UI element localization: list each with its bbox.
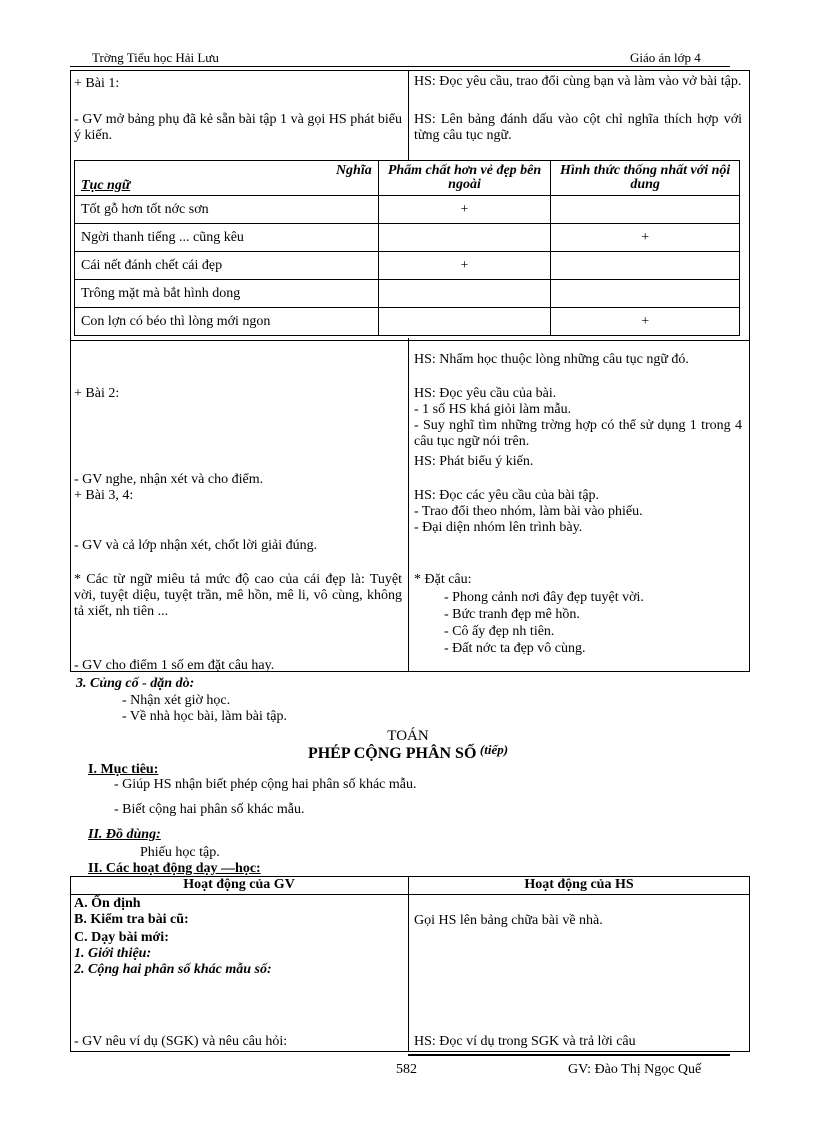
proverb-row xyxy=(75,280,740,308)
proverb-text: Tốt gỗ hơn tốt nớc sơn xyxy=(75,196,379,224)
proverb-table-corner xyxy=(75,161,379,196)
proverb-row xyxy=(75,224,740,252)
mark-form xyxy=(551,196,740,224)
col-gv-heading: Hoạt động của GV xyxy=(183,877,295,892)
materials-heading: II. Đồ dùng: xyxy=(88,827,161,842)
bai1-gv-instruction: - GV mở bảng phụ đã kẻ sẵn bài tập 1 và gọi HS phát biểu ý kiến. xyxy=(74,112,402,143)
proverb-row xyxy=(75,196,740,224)
footer-rule xyxy=(408,1054,730,1056)
table2-divider xyxy=(408,876,409,1052)
col-form: Hình thức thống nhất với nội dung xyxy=(551,161,740,196)
hs-present: - Đại diện nhóm lên trình bày. xyxy=(414,520,583,535)
step-b: B. Kiểm tra bài cũ: xyxy=(74,912,189,927)
sentence-item: - Phong cảnh nơi đây đẹp tuyệt vời. xyxy=(444,590,644,605)
table1-divider-bottom xyxy=(408,338,409,672)
mark-quality: + xyxy=(378,252,551,280)
sentence-item: - Bức tranh đẹp mê hồn. xyxy=(444,607,580,622)
sentence-item: - Cô ấy đẹp nh tiên. xyxy=(444,624,555,639)
wrapup-item: - Về nhà học bài, làm bài tập. xyxy=(122,709,287,724)
lesson-title xyxy=(0,742,816,763)
subject-title: TOÁN xyxy=(387,728,429,744)
bai1-hs-mark: HS: Lên bảng đánh dấu vào cột chỉ nghĩa thích hợp với từng câu tục ngữ. xyxy=(414,112,742,143)
table2-header-line xyxy=(70,894,750,895)
footer-author: GV: Đào Thị Ngọc Quế xyxy=(568,1062,702,1077)
materials-item: Phiếu học tập. xyxy=(140,845,220,860)
mark-quality: + xyxy=(378,196,551,224)
hs-read-bai2: HS: Đọc yêu cầu của bài. xyxy=(414,386,557,401)
col-quality: Phẩm chất hơn vẻ đẹp bên ngoài xyxy=(378,161,551,196)
proverb-text: Con lợn có béo thì lòng mới ngon xyxy=(75,308,379,336)
mark-form: + xyxy=(551,224,740,252)
header-grade: Giáo án lớp 4 xyxy=(630,50,701,65)
hs-example: HS: Đọc ví dụ trong SGK và trả lời câu xyxy=(414,1034,636,1049)
table1-divider-top xyxy=(408,70,409,160)
proverb-text: Trông mặt mà bắt hình dong xyxy=(75,280,379,308)
gv-example: - GV nêu ví dụ (SGK) và nêu câu hỏi: xyxy=(74,1034,288,1049)
vocab-list: * Các từ ngữ miêu tả mức độ cao của cái đẹp là: Tuyệt vời, tuyệt diệu, tuyệt trần, mê hồn, mê li, vô cùng, không tả xiết, nh tiên ... xyxy=(74,572,402,619)
wrapup-heading: 3. Củng cố - dặn dò: xyxy=(76,676,195,691)
hs-homework: Gọi HS lên bảng chữa bài về nhà. xyxy=(414,913,603,928)
lesson-title-main: PHÉP CỘNG PHÂN SỐ xyxy=(307,745,477,762)
lesson-title-suffix: (tiếp) xyxy=(479,742,509,757)
bai1-hs-read: HS: Đọc yêu cầu, trao đổi cùng bạn và làm vào vở bài tập. xyxy=(414,74,742,89)
mark-form xyxy=(551,252,740,280)
page-number: 582 xyxy=(396,1062,417,1077)
mark-quality xyxy=(378,308,551,336)
header-school: Trờng Tiểu học Hải Lưu xyxy=(92,50,219,65)
proverb-row xyxy=(75,252,740,280)
step-a: A. Ổn định xyxy=(74,896,141,911)
header-rule xyxy=(70,66,730,67)
hs-group: - Trao đổi theo nhóm, làm bài vào phiếu. xyxy=(414,504,643,519)
bai2-gv-feedback: - GV nghe, nhận xét và cho điểm. xyxy=(74,472,264,487)
hs-memorize: HS: Nhẩm học thuộc lòng những câu tục ngữ đó. xyxy=(414,352,689,367)
col-hs-heading: Hoạt động của HS xyxy=(524,877,634,892)
objectives-heading: I. Mục tiêu: xyxy=(88,762,159,777)
bai34-label: + Bài 3, 4: xyxy=(74,488,134,503)
hs-read-bai34: HS: Đọc các yêu cầu của bài tập. xyxy=(414,488,600,503)
proverb-text: Ngời thanh tiếng ... cũng kêu xyxy=(75,224,379,252)
mark-quality xyxy=(378,280,551,308)
step-c1: 1. Giới thiệu: xyxy=(74,946,152,961)
mark-form xyxy=(551,280,740,308)
bai1-label: + Bài 1: xyxy=(74,76,120,91)
sentence-item: - Đất nớc ta đẹp vô cùng. xyxy=(444,641,586,656)
step-c: C. Dạy bài mới: xyxy=(74,930,169,945)
objective-item: - Biết cộng hai phân số khác mẫu. xyxy=(114,802,305,817)
mark-quality xyxy=(378,224,551,252)
step-c2: 2. Cộng hai phân số khác mẫu số: xyxy=(74,962,272,977)
sentence-heading: * Đặt câu: xyxy=(414,572,472,587)
corner-meaning: Nghĩa xyxy=(335,163,372,178)
proverb-row xyxy=(75,308,740,336)
activities-heading: II. Các hoạt động dạy —học: xyxy=(88,861,261,876)
corner-proverb: Tục ngữ xyxy=(81,178,131,193)
proverb-text: Cái nết đánh chết cái đẹp xyxy=(75,252,379,280)
mark-form: + xyxy=(551,308,740,336)
table1-inner-bottom xyxy=(70,340,750,341)
hs-model: - 1 số HS khá giỏi làm mẫu. xyxy=(414,402,572,417)
wrapup-item: - Nhận xét giờ học. xyxy=(122,693,231,708)
hs-speak: HS: Phát biểu ý kiến. xyxy=(414,454,534,469)
bai34-conclusion: - GV và cả lớp nhận xét, chốt lời giải đúng. xyxy=(74,538,318,553)
bai2-label: + Bài 2: xyxy=(74,386,120,401)
objective-item: - Giúp HS nhận biết phép cộng hai phân số khác mẫu. xyxy=(114,777,417,792)
gv-grading: - GV cho điểm 1 số em đặt câu hay. xyxy=(74,658,275,673)
proverb-table xyxy=(74,160,740,336)
hs-think: - Suy nghĩ tìm những trờng hợp có thể sử dụng 1 trong 4 câu tục ngữ nói trên. xyxy=(414,418,742,449)
